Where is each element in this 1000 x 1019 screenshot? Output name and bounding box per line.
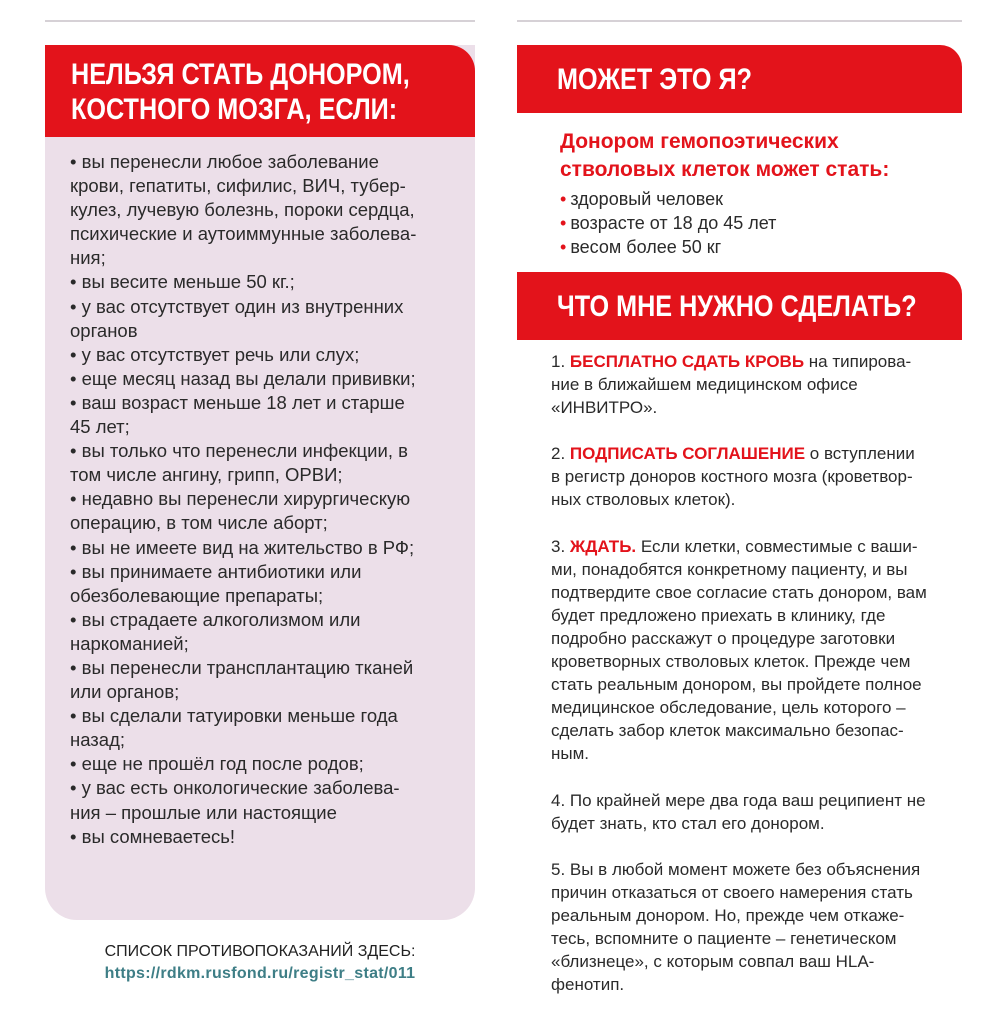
what-to-do-header-text: ЧТО МНЕ НУЖНО СДЕЛАТЬ?	[557, 290, 917, 323]
eligibility-item	[560, 211, 960, 235]
step-line: По крайней мере два года ваш реципиент не	[569, 790, 926, 810]
contraindication-line: • у вас отсутствует речь или слух;	[70, 343, 360, 365]
footer-link[interactable]: https://rdkm.rusfond.ru/registr_stat/011	[104, 965, 416, 982]
top-rule-left	[45, 0, 475, 22]
step-line: ным.	[551, 744, 590, 764]
contraindication-line: 45 лет;	[70, 416, 130, 438]
contraindication-line: • вы страдаете алкоголизмом или	[70, 608, 361, 630]
step-line: реальным донором. Но, прежде чем откаже-	[551, 905, 905, 925]
step-2	[551, 442, 971, 511]
step-line: Если клетки, совместимые с ваши-	[636, 536, 918, 556]
contraindication-line: кулез, лучевую болезнь, пороки сердца,	[70, 199, 415, 221]
eligibility-item	[560, 235, 960, 259]
contraindication-line: органов	[70, 319, 138, 341]
footer-note	[45, 941, 475, 985]
contraindication-line: • ваш возраст меньше 18 лет и старше	[70, 391, 405, 413]
step-3	[551, 535, 971, 766]
eligibility-item-text: возрасте от 18 до 45 лет	[570, 213, 777, 233]
who-can-header	[517, 45, 962, 113]
contraindication-line: крови, гепатиты, сифилис, ВИЧ, тубер-	[70, 175, 406, 197]
step-4	[551, 789, 971, 835]
who-can-header-text: МОЖЕТ ЭТО Я?	[557, 63, 753, 96]
top-rule-right	[517, 0, 962, 22]
step-line: будет знать, кто стал его донором.	[551, 813, 825, 833]
step-number: 3.	[551, 536, 570, 556]
step-line: подробно расскажут о процедуре заготовки	[551, 628, 896, 648]
step-line: «ИНВИТРО».	[551, 398, 658, 418]
step-line: Вы в любой момент можете без объяснения	[569, 859, 921, 879]
contraindication-line: психические и аутоиммунные заболева-	[70, 223, 417, 245]
what-to-do-header	[517, 272, 962, 340]
footer-title: СПИСОК ПРОТИВОПОКАЗАНИЙ ЗДЕСЬ:	[104, 943, 416, 960]
step-line: ных стволовых клеток).	[551, 490, 736, 510]
step-highlight: ПОДПИСАТЬ СОГЛАШЕНИЕ	[569, 444, 806, 464]
contraindication-line: • вы сомневаетесь!	[70, 825, 236, 847]
eligibility-title	[560, 128, 980, 184]
contraindication-line: • вы перенесли любое заболевание	[70, 151, 379, 172]
step-line: в регистр доноров костного мозга (кроветвор-	[551, 467, 913, 487]
eligibility-item-text: здоровый человек	[570, 189, 724, 209]
step-line: будет предложено приехать в клинику, где	[551, 605, 886, 625]
contraindication-line: • вы весите меньше 50 кг.;	[70, 271, 295, 293]
step-line: стать реальным донором, вы пройдете полное	[551, 675, 922, 695]
step-line: тесь, вспомните о пациенте – генетическом	[551, 928, 897, 948]
contraindications-list	[70, 150, 460, 849]
contraindication-line: • еще не прошёл год после родов;	[70, 753, 364, 775]
step-line: сделать забор клеток максимально безопас-	[551, 721, 904, 741]
step-1	[551, 350, 971, 419]
bullet-icon: •	[560, 189, 567, 209]
step-line: кроветворных стволовых клеток. Прежде чем	[551, 652, 911, 672]
step-number: 2.	[551, 444, 570, 464]
contraindication-line: ния;	[70, 247, 106, 269]
step-line: подтвердите свое согласие стать донором, вам	[551, 582, 927, 602]
steps-list	[551, 350, 971, 1019]
contraindication-line: операцию, в том числе аборт;	[70, 512, 328, 534]
contraindication-line: ния – прошлые или настоящие	[70, 801, 337, 823]
eligibility-title-line2: стволовых клеток может стать:	[560, 158, 890, 181]
step-number: 4.	[551, 790, 570, 810]
step-highlight: БЕСПЛАТНО СДАТЬ КРОВЬ	[569, 352, 805, 371]
step-first-line	[551, 442, 971, 465]
step-number: 5.	[551, 859, 570, 879]
contraindications-header-line2: КОСТНОГО МОЗГА, ЕСЛИ:	[71, 93, 398, 126]
step-line: ми, понадобятся конкретному пациенту, и вы	[551, 559, 908, 579]
eligibility-title-line1: Донором гемопоэтических	[560, 130, 839, 153]
contraindication-line: • вы перенесли трансплантацию тканей	[70, 656, 414, 678]
contraindication-line: • недавно вы перенесли хирургическую	[70, 488, 411, 510]
contraindication-line: назад;	[70, 729, 126, 751]
bullet-icon: •	[560, 213, 567, 233]
contraindication-line: или органов;	[70, 681, 180, 703]
step-first-line	[551, 350, 971, 373]
contraindication-line: • у вас есть онкологические заболева-	[70, 777, 400, 799]
step-line: «близнеце», с которым совпал ваш HLA-	[551, 952, 875, 972]
eligibility-list	[560, 187, 960, 259]
step-line: ние в ближайшем медицинском офисе	[551, 375, 858, 395]
contraindication-line: • вы принимаете антибиотики или	[70, 560, 362, 582]
contraindications-header	[45, 45, 475, 137]
contraindication-line: обезболевающие препараты;	[70, 584, 324, 606]
contraindication-line: • вы не имеете вид на жительство в РФ;	[70, 536, 415, 558]
eligibility-item	[560, 187, 960, 211]
step-first-line	[551, 858, 971, 881]
eligibility-item-text: весом более 50 кг	[570, 237, 722, 257]
contraindication-line: • вы сделали татуировки меньше года	[70, 705, 398, 727]
contraindication-line: • еще месяц назад вы делали прививки;	[70, 367, 416, 389]
step-first-line	[551, 789, 971, 812]
step-line: на типирова-	[804, 352, 912, 371]
step-line: фенотип.	[551, 975, 625, 995]
contraindication-line: наркоманией;	[70, 632, 189, 654]
step-highlight: ЖДАТЬ.	[569, 536, 637, 556]
contraindication-line: • у вас отсутствует один из внутренних	[70, 295, 404, 317]
contraindication-line: • вы только что перенесли инфекции, в	[70, 440, 408, 462]
step-line: причин отказаться от своего намерения стать	[551, 882, 913, 902]
step-line: о вступлении	[805, 444, 915, 464]
contraindications-header-line1: НЕЛЬЗЯ СТАТЬ ДОНОРОМ,	[71, 58, 410, 91]
step-line: медицинское обследование, цель которого –	[551, 698, 906, 718]
bullet-icon: •	[560, 237, 567, 257]
step-5	[551, 858, 971, 997]
step-number: 1.	[551, 352, 570, 371]
contraindication-line: том числе ангину, грипп, ОРВИ;	[70, 464, 343, 486]
step-first-line	[551, 535, 971, 558]
